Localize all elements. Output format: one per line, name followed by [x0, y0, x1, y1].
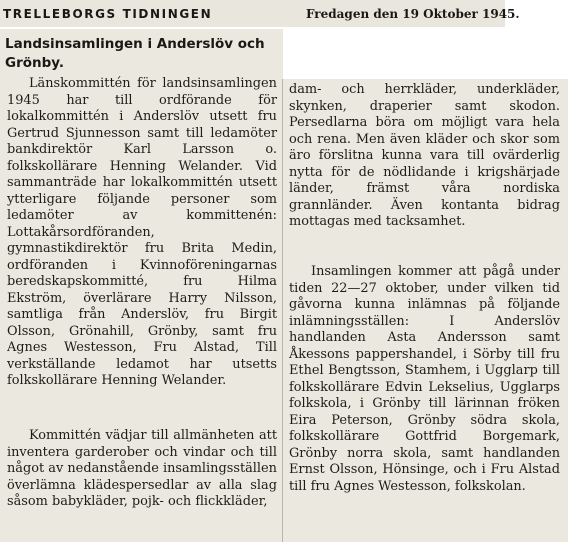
- issue-date: Fredagen den 19 Oktober 1945.: [306, 7, 520, 21]
- article-paragraph-2: Kommittén vädjar till allmänheten att inventera garderober och vindar och till något av nedanstående insamlingsställen överlämna klädespersedlar av alla slag såsom babykläder, pojk- och flickkläder,: [7, 428, 277, 509]
- masthead-band: [0, 0, 520, 27]
- article-paragraph-1: Länskommittén för landsinsamlingen 1945 har till ordförande för lokalkommittén i Anderslöv utsett fru Gertrud Sjunnesson samt till ledamöter bankdirektör Karl Larsson o. folkskollärare Henning Welander. Vid sammanträde har lokalkommittén utsett ytterligare följande personer som ledamöter av kommittenén: Lottakårsordföranden, gymnastikdirektör fru Brita Medin, ordföranden i Kvinnoföreningarnas beredskapskommitté, fru Hilma Ekström, överlärare Harry Nilsson, samtliga från Anderslöv, fru Birgit Olsson, Grönahill, Grönby, samt fru Agnes Westesson, Fru Alstad, Till verkställande ledamot har utsetts folkskollärare Henning Welander.: [7, 76, 277, 388]
- article-headline: Landsinsamlingen i Anderslöv och Grönby.: [5, 36, 265, 71]
- article-paragraph-3: dam- och herrkläder, underkläder, skynken, draperier samt skodon. Persedlarna böra om möjligt vara hela och rena. Men även kläder och skor som äro förslitna kunna vara till ovärderlig nytta för de nödlidande i krigshärjade länder, främst våra nordiska grannländer. Även kontanta bidrag mottagas med tacksamhet.: [289, 82, 560, 229]
- newspaper-name: TRELLEBORGS TIDNINGEN: [3, 7, 213, 21]
- article-paragraph-4: Insamlingen kommer att pågå under tiden 22—27 oktober, under vilken tid gåvorna kunna inlämnas på följande inlämningsställen: I Anderslöv handlanden Asta Andersson samt Åkessons pappershandel, i Sörby till fru Ethel Bengtsson, Stamhem, i Ugglarp till folkskollärare Edvin Lekselius, Ugglarps folkskola, i Grönby till lärinnan fröken Eira Peterson, Grönby södra skola, folkskollärare Gottfrid Borgemark, Grönby norra skola, samt handlanden Ernst Olsson, Hönsinge, och i Fru Alstad till fru Agnes Westesson, folkskolan.: [289, 264, 560, 494]
- column-divider: [282, 79, 283, 542]
